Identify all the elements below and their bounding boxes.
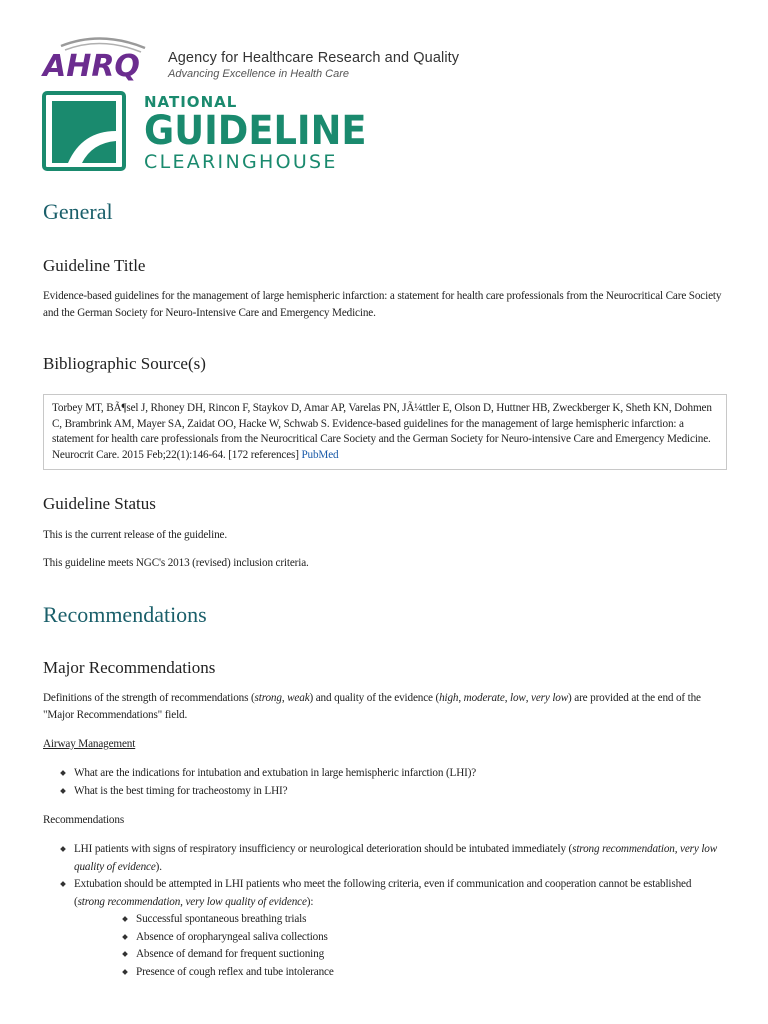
ahrq-logo-text: AHRQ (43, 49, 140, 82)
list-item: Extubation should be attempted in LHI patients who meet the following criteria, even if communication and cooperation cannot be established (strong recommendation, very low quality of evidence): Successful spontaneous breathing trials Absence of oropharyngeal saliva collections Absence of demand for frequent suctioning Presence of cough reflex and tube intolerance (43, 876, 723, 981)
bibliographic-source-text: Torbey MT, BÃ¶sel J, Rhoney DH, Rincon F, Staykov D, Amar AP, Varelas PN, JÃ¼ttler E, Olson D, Huttner HB, Zweckberger K, Sheth KN, Dohmen C, Brambrink AM, Mayer SA, Zaidat OO, Hacke W, Schwab S. Evidence-based guidelines for the management of large hemispheric infarction: a statement for health care professionals from the Neurocritical Care Society and the German Society for Neuro-intensive Care and Emergency Medicine. Neurocrit Care. 2015 Feb;22(1):146-64. [172 references] (52, 402, 712, 461)
status-inclusion-criteria: This guideline meets NGC's 2013 (revised) inclusion criteria. (43, 557, 309, 569)
ahrq-header (41, 34, 491, 82)
status-current-release: This is the current release of the guideline. (43, 529, 227, 541)
recommendations-label: Recommendations (43, 814, 125, 826)
airway-management-heading: Airway Management (43, 738, 136, 750)
ngc-emblem-icon (42, 91, 126, 171)
general-heading: General (43, 199, 113, 224)
ngc-logo (42, 90, 372, 172)
list-item: Successful spontaneous breathing trials (74, 911, 723, 929)
recommendations-heading: Recommendations (43, 602, 207, 627)
bibliographic-source-box (43, 394, 727, 470)
questions-list (43, 765, 723, 800)
guideline-title-heading: Guideline Title (43, 256, 146, 275)
ngc-guideline-text: GUIDELINE (144, 108, 367, 154)
bibliographic-source-heading: Bibliographic Source(s) (43, 354, 206, 373)
ahrq-tagline: Advancing Excellence in Health Care (168, 68, 349, 80)
list-item: What is the best timing for tracheostomy in LHI? (43, 783, 723, 801)
list-item: Absence of demand for frequent suctioning (74, 946, 723, 964)
pubmed-link[interactable]: PubMed (301, 448, 339, 461)
ahrq-logo (41, 34, 163, 82)
extubation-criteria-list (74, 911, 723, 981)
recommendations-list (43, 841, 723, 981)
guideline-status-heading: Guideline Status (43, 494, 156, 513)
list-item: Presence of cough reflex and tube intolerance (74, 964, 723, 982)
ngc-clearinghouse-text: CLEARINGHOUSE (144, 151, 338, 173)
list-item: LHI patients with signs of respiratory insufficiency or neurological deterioration should be intubated immediately (strong recommendation, very low quality of evidence). (43, 841, 723, 876)
definitions-paragraph: Definitions of the strength of recommendations (strong, weak) and quality of the evidence (high, moderate, low, very low) are provided at the end of the "Major Recommendations" field. (43, 692, 701, 721)
ngc-national-text: NATIONAL (144, 93, 238, 111)
list-item: What are the indications for intubation and extubation in large hemispheric infarction (LHI)? (43, 765, 723, 783)
ahrq-agency-name: Agency for Healthcare Research and Quality (168, 50, 460, 66)
list-item: Absence of oropharyngeal saliva collections (74, 929, 723, 947)
guideline-title-text: Evidence-based guidelines for the management of large hemispheric infarction: a statement for health care professionals from the Neurocritical Care Society and the German Society for Neuro-Intensive Care and Emergency Medicine. (43, 290, 722, 319)
major-recommendations-heading: Major Recommendations (43, 658, 216, 677)
